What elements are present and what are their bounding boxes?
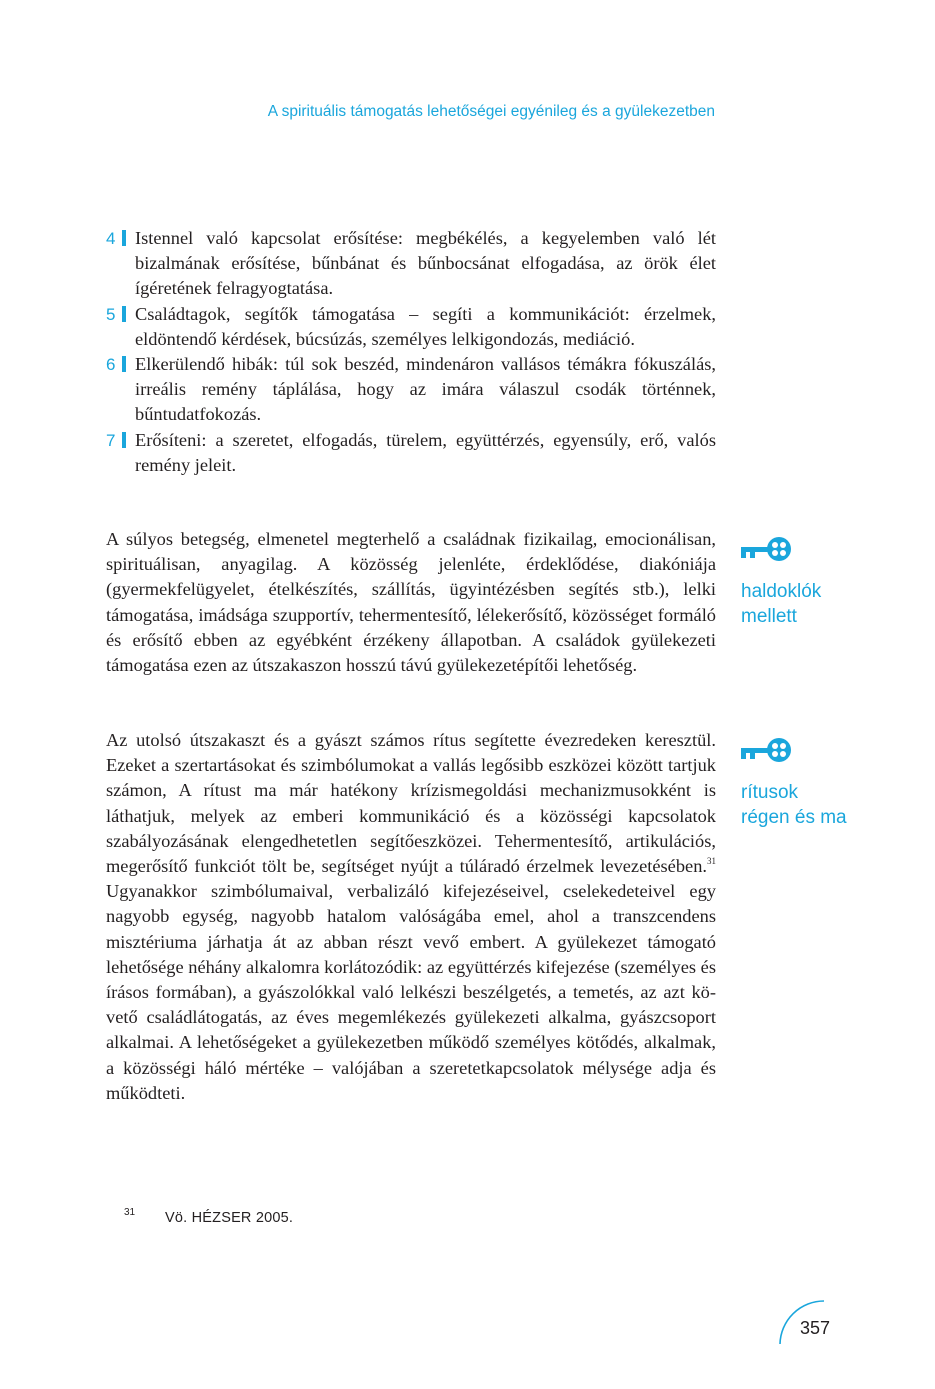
margin-note-line: haldoklók bbox=[741, 581, 822, 602]
footnote-number: 31 bbox=[124, 1207, 136, 1218]
running-title: A spirituális támogatás lehetőségei egyénileg és a gyülekezetben bbox=[267, 103, 715, 120]
numbered-list bbox=[106, 226, 716, 478]
margin-note-dying bbox=[741, 530, 821, 629]
paragraph-family-support: A súlyos betegség, elmenetel megterhelő a családnak fizikailag, emocionálisan, spirituálisan, anyagilag. A közösség jelenléte, érdeklődése, diakóniája (gyermekfelügyelet, ételkészítés, szállítás, ügyintézésben segítés stb.), lelki támogatása, imádsága szupportív, tehermentesítő, lélekerősítő, közösséget formáló és erősítő ebben az egyébként érzékeny állapotban. A családok gyülekezeti támogatása ezen az útszakaszon hosszú távú gyülekezetépítői lehetőség. bbox=[106, 529, 716, 676]
key-icon bbox=[741, 731, 793, 771]
footnote bbox=[124, 1207, 294, 1226]
list-item-text: Családtagok, segítők támogatása – segíti a kommunikációt: érzelmek, eldöntendő kérdések, búcsúzás, személyes lelkigondozás, mediáció. bbox=[135, 303, 716, 349]
margin-note-rites bbox=[741, 731, 847, 830]
list-item-number: 7 bbox=[106, 430, 116, 450]
margin-note-line: régen és ma bbox=[741, 807, 847, 828]
margin-note-line: mellett bbox=[741, 606, 797, 627]
page-number: 357 bbox=[800, 1318, 831, 1338]
list-item-text: Elkerülendő hibák: túl sok beszéd, mindenáron vallásos témákra fókuszálás, irreális remény táplálása, hogy az imára válaszul csodák történnek, bűntudatfokozás. bbox=[135, 354, 716, 425]
paragraph-rites bbox=[106, 728, 716, 1106]
key-icon bbox=[741, 530, 793, 570]
paragraph-text: Ugyanakkor szimbólumaival, verbalizáló kifejezéseivel, cselekedeteivel egy nagyobb egység, nagyobb hatalom valóságába emel, ahol a transzcendens misztériuma járhatja át az abban részt vevő embert. A gyülekezet támogató lehetősége néhány alkalomra korlátozódik: az együttérzés kifejezése (személyes és írásos formában), a gyászolókkal való lelkészi beszélgetés, a temetés, az azt követő családlátogatás, az éves megemlékezés gyülekezeti alkalma, gyászcsoport alkalmai. A lehetőségeket a gyülekezetben működő személyes kötődés, alkalmak, a közösségi háló mértéke – valójában a szeretetkapcsolatok mélysége adja és működteti. bbox=[106, 881, 716, 1103]
list-bullet-bar bbox=[122, 432, 126, 448]
list-item-number: 4 bbox=[106, 229, 116, 248]
list-item-text: Erősíteni: a szeretet, elfogadás, türelem, együttérzés, egyensúly, erő, valós remény jeleit. bbox=[135, 429, 716, 475]
list-item-text: Istennel való kapcsolat erősítése: megbékélés, a kegyelemben való lét bizalmának erősítése, bűnbánat és bűnbocsánat elfogadása, az örök élet ígéretének felragyogtatása. bbox=[135, 228, 716, 299]
list-item bbox=[106, 302, 716, 352]
footnote-text: Vö. HÉZSER 2005. bbox=[165, 1210, 294, 1226]
footnote-reference[interactable]: 31 bbox=[707, 856, 716, 867]
list-bullet-bar bbox=[122, 230, 126, 246]
list-item-number: 5 bbox=[106, 304, 116, 324]
list-item bbox=[106, 226, 716, 302]
margin-note-line: rítusok bbox=[741, 782, 799, 803]
list-item bbox=[106, 428, 716, 478]
list-bullet-bar bbox=[122, 356, 126, 372]
list-item bbox=[106, 352, 716, 428]
list-bullet-bar bbox=[122, 306, 126, 322]
list-item-number: 6 bbox=[106, 355, 116, 375]
paragraph-text: Az utolsó útszakaszt és a gyászt számos rítus segítette évezredeken keresztül. Ezeket a szertartásokat és szimbólumokat a vallás legősibb eszközei között tartjuk számon, A rítust ma már hatékony krízismegoldási mechanizmusokként is láthatjuk, melyek az emberi kommunikáció és a közösségi kapcsolatok szabályozásának elengedhetetlen segítőeszközei. Tehermentesítő, artikulációs, megerősítő funkciót tölt be, segítséget nyújt a túláradó érzelmek levezetésében. bbox=[106, 730, 716, 877]
